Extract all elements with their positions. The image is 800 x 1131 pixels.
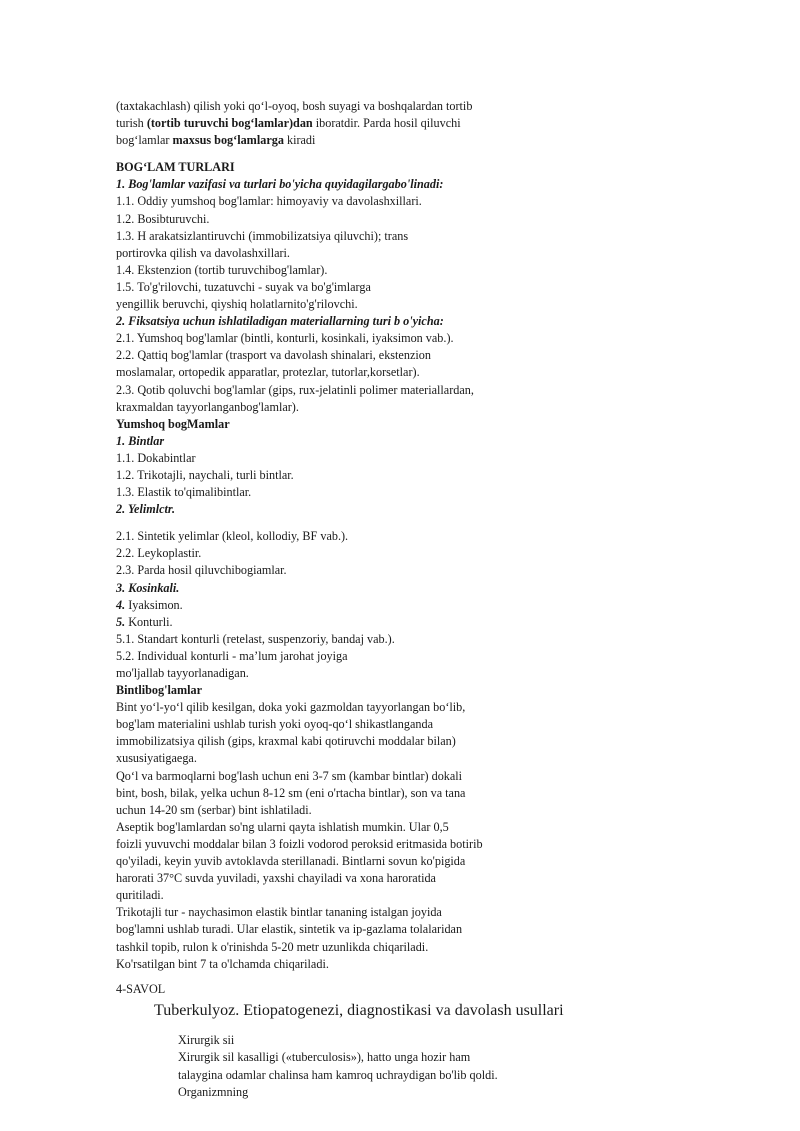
list-item: kraxmaldan tayyorlanganbog'lamlar).: [116, 399, 299, 414]
paragraph-line: bog'lamni ushlab turadi. Ular elastik, sintetik va ip-gazlama tolalaridan: [116, 922, 463, 937]
question-title: Tuberkulyoz. Etiopatogenezi, diagnostikasi va davolash usullari: [154, 1001, 564, 1019]
spacer: [116, 518, 716, 528]
paragraph-line: tashkil topib, rulon k o'rinishda 5-20 metr uzunlikda chiqariladi.: [116, 939, 429, 954]
spacer: [116, 1022, 716, 1032]
list-item: 2.2. Qattiq bog'lamlar (trasport va davolash shinalari, ekstenzion: [116, 348, 431, 363]
paragraph-line: uchun 14-20 sm (serbar) bint ishlatiladi.: [116, 802, 312, 817]
list-item: 1.4. Ekstenzion (tortib turuvchibog'lamlar).: [116, 262, 328, 277]
item-number: 4.: [116, 597, 126, 612]
soft-title-3: 3. Kosinkali.: [116, 580, 180, 595]
bold-span: maxsus bog‘lamlarga: [172, 133, 284, 148]
spacer: [116, 149, 716, 159]
subsection-title-2: 2. Fiksatsiya uchun ishlatiladigan materiallarning turi b o'yicha:: [116, 314, 444, 329]
list-item: 1.3. H arakatsizlantiruvchi (immobilizatsiya qiluvchi); trans: [116, 228, 409, 243]
text-span: kiradi: [283, 133, 316, 148]
paragraph-line: talaygina odamlar chalinsa ham kamroq uchraydigan bo'lib qoldi.: [178, 1067, 498, 1082]
paragraph-line: bog'lam materialini ushlab turish yoki oyoq-qo‘l shikastlanganda: [116, 717, 433, 732]
document-page: [116, 98, 716, 1101]
paragraph-line: Xirurgik sil kasalligi («tuberculosis»), hatto unga hozir ham: [178, 1050, 471, 1065]
paragraph-line: qo'yiladi, keyin yuvib avtoklavda sterillanadi. Bintlarni sovun ko'pigida: [116, 854, 466, 869]
question-label: 4-SAVOL: [116, 981, 166, 996]
paragraph-line: foizli yuvuvchi moddalar bilan 3 foizli vodorod peroksid eritmasida botirib: [116, 836, 483, 851]
paragraph-line: xususiyatigaega.: [116, 751, 197, 766]
list-item: 2.2. Leykoplastir.: [116, 546, 202, 561]
list-item: [116, 597, 716, 614]
paragraph-line: Xirurgik sii: [178, 1032, 235, 1047]
paragraph-line: Bint yo‘l-yo‘l qilib kesilgan, doka yoki gazmoldan tayyorlangan bo‘lib,: [116, 700, 466, 715]
text-span: turish: [116, 116, 147, 131]
paragraph-line: Ko'rsatilgan bint 7 ta o'lchamda chiqariladi.: [116, 956, 329, 971]
list-item: 1.3. Elastik to'qimalibintlar.: [116, 485, 252, 500]
text-span: iboratdir. Parda hosil qiluvchi: [312, 116, 461, 131]
paragraph-line: harorati 37°C suvda yuviladi, yaxshi chayiladi va xona haroratida: [116, 871, 436, 886]
list-item: 1.1. Oddiy yumshoq bog'lamlar: himoyaviy va davolashxillari.: [116, 194, 422, 209]
paragraph-line: quritiladi.: [116, 888, 164, 903]
intro-line-3: [116, 132, 716, 149]
list-item: 5.2. Individual konturli - ma’lum jarohat joyiga: [116, 648, 348, 663]
list-item: 1.2. Bosibturuvchi.: [116, 211, 210, 226]
list-item: 5.1. Standart konturli (retelast, suspenzoriy, bandaj vab.).: [116, 631, 395, 646]
intro-line-2: [116, 115, 716, 132]
paragraph-line: Trikotajli tur - naychasimon elastik bintlar tananing istalgan joyida: [116, 905, 442, 920]
paragraph-line: Aseptik bog'lamlardan so'ng ularni qayta ishlatish mumkin. Ular 0,5: [116, 819, 449, 834]
subsection-title-1: 1. Bog'lamlar vazifasi va turlari bo'yicha quyidagilargabo'linadi:: [116, 177, 444, 192]
soft-bandages-heading: Yumshoq bogMamlar: [116, 416, 230, 431]
list-item: 1.2. Trikotajli, naychali, turli bintlar.: [116, 467, 294, 482]
list-item: portirovka qilish va davolashxillari.: [116, 245, 290, 260]
section-heading: BOG‘LAM TURLARI: [116, 160, 235, 175]
text-span: bog‘lamlar: [116, 133, 173, 148]
list-item: mo'ljallab tayyorlanadigan.: [116, 666, 249, 680]
item-text: Konturli.: [125, 614, 173, 629]
list-item: moslamalar, ortopedik apparatlar, protezlar, tutorlar,korsetlar).: [116, 365, 420, 380]
bold-span: (tortib turuvchi bog‘lamlar)dan: [146, 116, 313, 131]
item-text: Iyaksimon.: [125, 597, 183, 612]
list-item: 2.3. Parda hosil qiluvchibogiamlar.: [116, 563, 287, 578]
list-item: yengillik beruvchi, qiyshiq holatlarnito'g'rilovchi.: [116, 297, 358, 312]
list-item: 1.5. To'g'rilovchi, tuzatuvchi - suyak va bo'g'imlarga: [116, 279, 371, 294]
intro-line-1: (taxtakachlash) qilish yoki qo‘l-oyoq, bosh suyagi va boshqalardan tortib: [116, 99, 473, 113]
item-number: 5.: [116, 614, 126, 629]
paragraph-line: Organizmning: [178, 1084, 249, 1099]
paragraph-line: immobilizatsiya qilish (gips, kraxmal kabi qotiruvchi moddalar bilan): [116, 734, 456, 749]
list-item: 1.1. Dokabintlar: [116, 450, 196, 465]
question-body: [178, 1032, 716, 1102]
list-item: [116, 614, 716, 631]
soft-title-1: 1. Bintlar: [116, 433, 165, 448]
bint-heading: Bintlibog'lamlar: [116, 683, 202, 698]
paragraph-line: Qo‘l va barmoqlarni bog'lash uchun eni 3-7 sm (kambar bintlar) dokali: [116, 768, 463, 783]
list-item: 2.1. Sintetik yelimlar (kleol, kollodiy, BF vab.).: [116, 529, 349, 544]
soft-title-2: 2. Yelimlctr.: [116, 502, 176, 517]
list-item: 2.3. Qotib qoluvchi bog'lamlar (gips, rux-jelatinli polimer materiallardan,: [116, 382, 474, 397]
list-item: 2.1. Yumshoq bog'lamlar (bintli, konturli, kosinkali, iyaksimon vab.).: [116, 331, 454, 346]
paragraph-line: bint, bosh, bilak, yelka uchun 8-12 sm (eni o'rtacha bintlar), son va tana: [116, 785, 466, 800]
